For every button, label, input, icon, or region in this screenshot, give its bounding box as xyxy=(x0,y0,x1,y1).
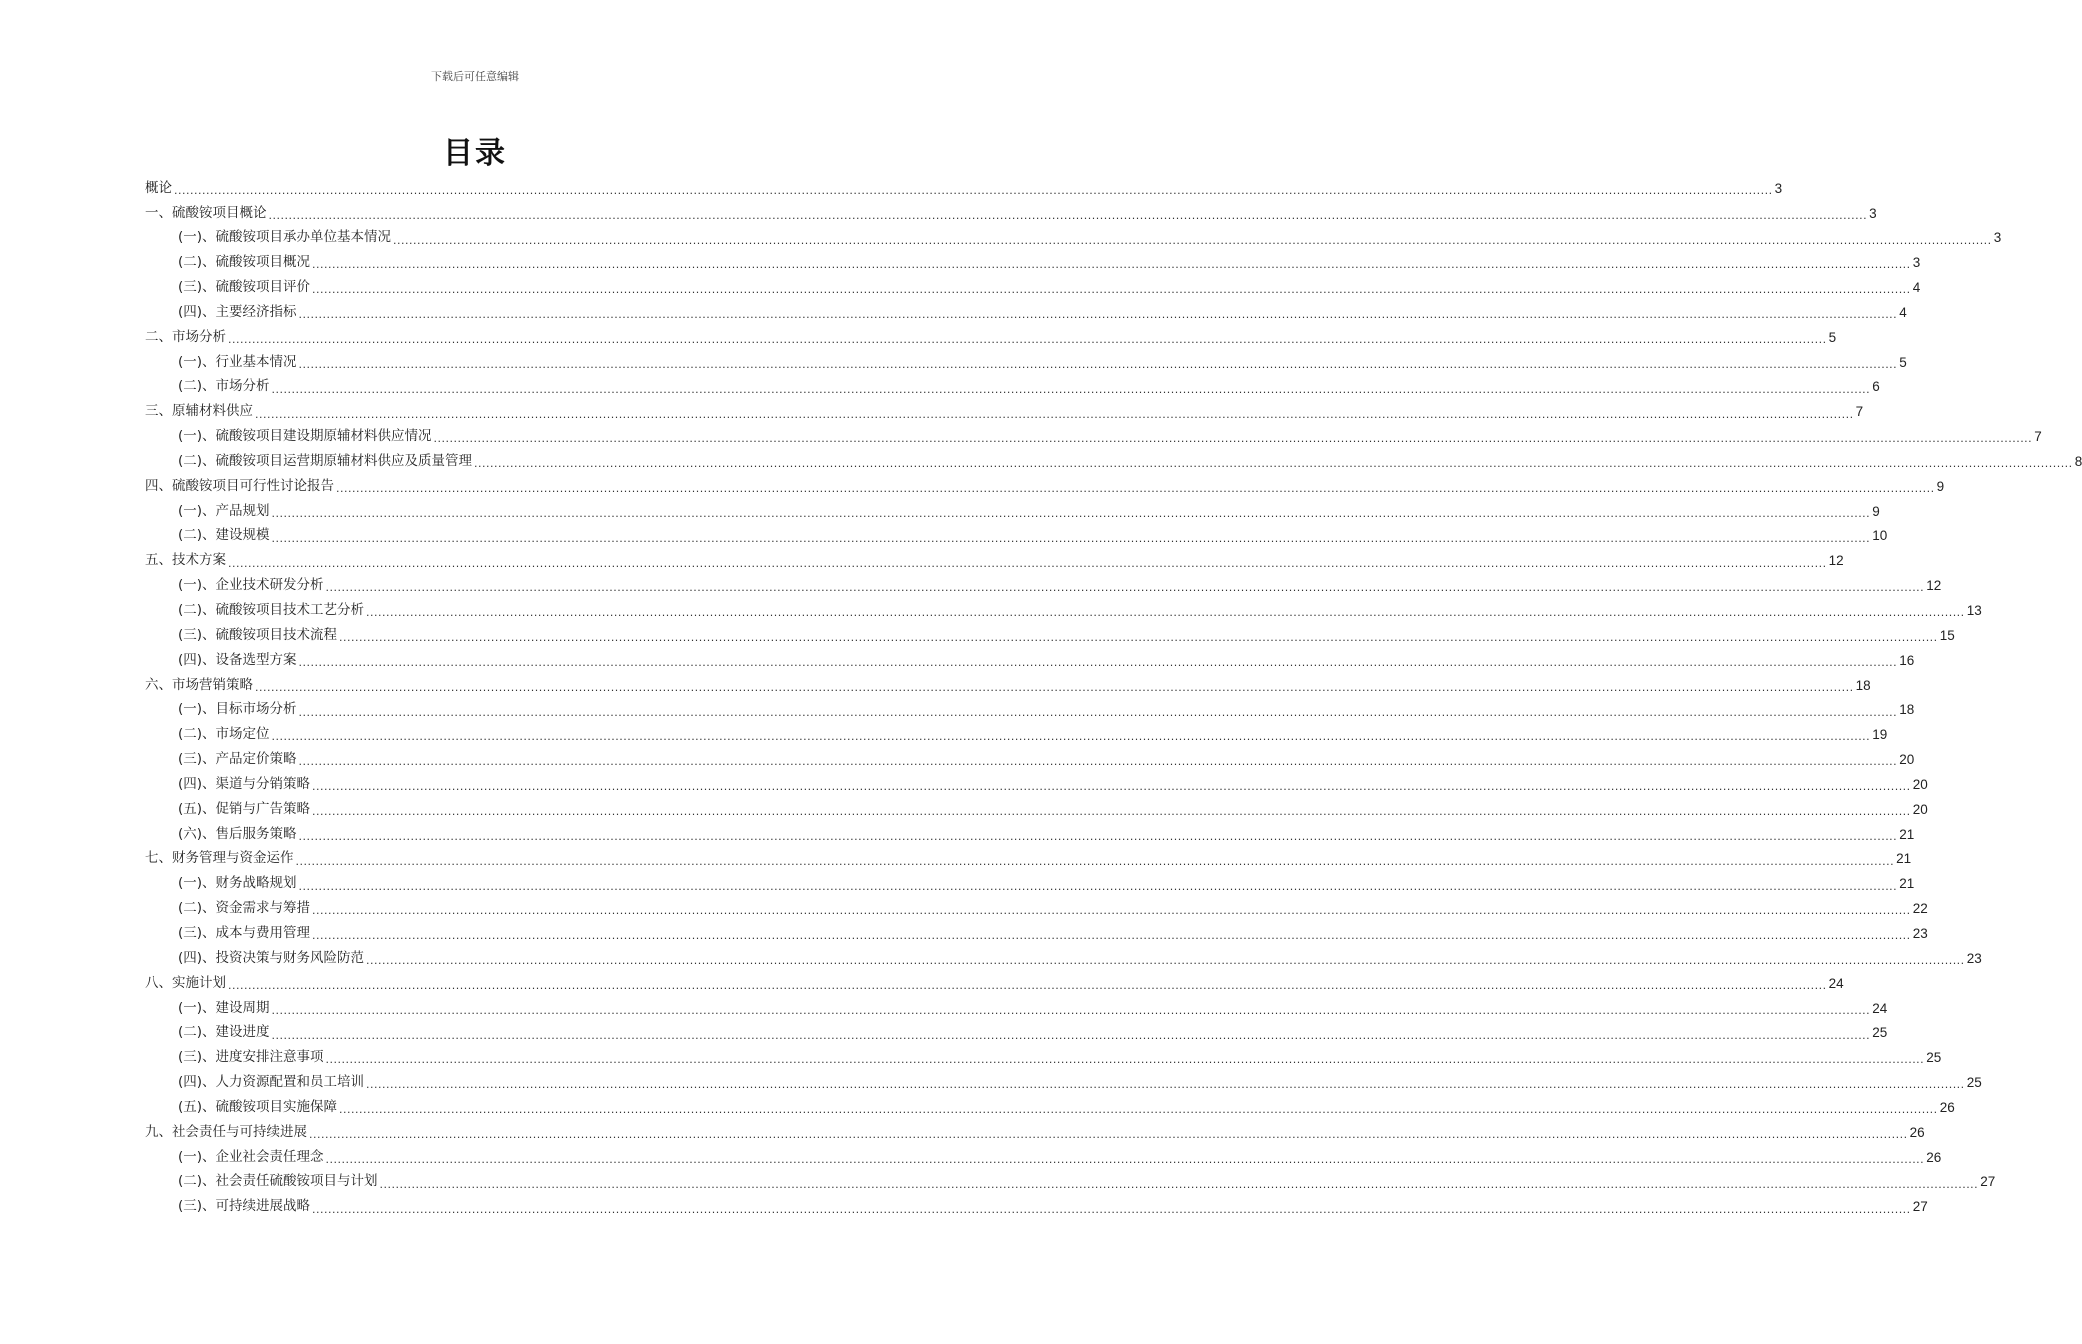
toc-entry-label: (二)、建设规模 xyxy=(178,527,270,544)
toc-entry-page: 4 xyxy=(1899,304,1907,320)
toc-entry-label: (一)、硫酸铵项目建设期原辅材料供应情况 xyxy=(178,428,432,445)
toc-entry-page: 23 xyxy=(1966,950,1982,966)
toc-entry-page: 10 xyxy=(1872,528,1888,544)
toc-entry-page: 3 xyxy=(1774,180,1783,196)
toc-entry[interactable] xyxy=(145,946,1982,971)
toc-dot-leader: ................................................................................................................................................................................................................................................................................................................................................................................................................ xyxy=(336,482,1935,496)
toc-dot-leader: ................................................................................................................................................................................................................................................................................................................................................................................................................ xyxy=(271,730,1871,744)
toc-entry[interactable] xyxy=(145,698,1915,723)
toc-entry-label: (六)、售后服务策略 xyxy=(178,825,297,842)
toc-entry-label: (四)、主要经济指标 xyxy=(178,303,297,320)
toc-dot-leader: ................................................................................................................................................................................................................................................................................................................................................................................................................ xyxy=(268,208,1868,222)
toc-entry-page: 3 xyxy=(1912,255,1921,271)
toc-entry-label: 四、硫酸铵项目可行性讨论报告 xyxy=(145,477,334,494)
toc-entry-label: (二)、市场定位 xyxy=(178,726,270,743)
toc-entry-page: 27 xyxy=(1980,1174,1996,1190)
toc-dot-leader: ................................................................................................................................................................................................................................................................................................................................................................................................................ xyxy=(174,183,1773,197)
toc-entry[interactable] xyxy=(145,598,1982,623)
toc-entry-page: 9 xyxy=(1936,478,1945,494)
toc-entry-page: 22 xyxy=(1912,901,1928,917)
toc-dot-leader: ................................................................................................................................................................................................................................................................................................................................................................................................................ xyxy=(298,879,1898,893)
toc-entry-label: 概论 xyxy=(145,179,172,196)
toc-dot-leader: ................................................................................................................................................................................................................................................................................................................................................................................................................ xyxy=(312,929,1911,943)
toc-entry-page: 26 xyxy=(1909,1124,1925,1140)
toc-entry[interactable] xyxy=(145,896,1928,921)
toc-dot-leader: ................................................................................................................................................................................................................................................................................................................................................................................................................ xyxy=(474,457,2073,471)
toc-entry[interactable] xyxy=(145,549,1844,574)
toc-dot-leader: ................................................................................................................................................................................................................................................................................................................................................................................................................ xyxy=(366,954,1965,968)
toc-entry-page: 20 xyxy=(1899,752,1915,768)
toc-entry-label: (三)、产品定价策略 xyxy=(178,751,297,768)
toc-entry[interactable] xyxy=(145,449,2082,474)
toc-dot-leader: ................................................................................................................................................................................................................................................................................................................................................................................................................ xyxy=(366,606,1965,620)
toc-entry[interactable] xyxy=(145,921,1928,946)
toc-entry-page: 21 xyxy=(1899,826,1915,842)
toc-entry-page: 19 xyxy=(1872,727,1888,743)
toc-entry[interactable] xyxy=(145,474,1945,499)
toc-entry[interactable] xyxy=(145,226,2002,251)
toc-entry-label: (一)、企业技术研发分析 xyxy=(178,577,324,594)
toc-entry[interactable] xyxy=(145,996,1888,1021)
toc-entry-label: 五、技术方案 xyxy=(145,552,226,569)
toc-dot-leader: ................................................................................................................................................................................................................................................................................................................................................................................................................ xyxy=(255,407,1854,421)
toc-dot-leader: ................................................................................................................................................................................................................................................................................................................................................................................................................ xyxy=(433,432,2033,446)
toc-entry-label: (二)、社会责任硫酸铵项目与计划 xyxy=(178,1173,378,1190)
toc-entry[interactable] xyxy=(145,499,1880,524)
toc-entry[interactable] xyxy=(145,872,1915,897)
toc-dot-leader: ................................................................................................................................................................................................................................................................................................................................................................................................................ xyxy=(339,631,1938,645)
toc-entry-label: (三)、可持续进展战略 xyxy=(178,1198,311,1215)
table-of-contents xyxy=(145,176,2082,1219)
toc-dot-leader: ................................................................................................................................................................................................................................................................................................................................................................................................................ xyxy=(298,655,1898,669)
toc-dot-leader: ................................................................................................................................................................................................................................................................................................................................................................................................................ xyxy=(228,556,1827,570)
toc-entry-page: 20 xyxy=(1912,776,1928,792)
toc-entry-label: 七、财务管理与资金运作 xyxy=(145,850,294,867)
toc-entry-label: (三)、硫酸铵项目评价 xyxy=(178,279,311,296)
toc-entry-page: 27 xyxy=(1912,1199,1928,1215)
toc-entry[interactable] xyxy=(145,673,1871,698)
toc-entry-page: 26 xyxy=(1939,1099,1955,1115)
toc-entry-page: 7 xyxy=(1855,404,1864,420)
toc-entry-page: 25 xyxy=(1872,1025,1888,1041)
toc-entry-page: 13 xyxy=(1966,603,1982,619)
toc-dot-leader: ................................................................................................................................................................................................................................................................................................................................................................................................................ xyxy=(255,680,1854,694)
toc-entry[interactable] xyxy=(145,623,1955,648)
header-note: 下载后可任意编辑 xyxy=(431,70,519,83)
toc-entry-page: 25 xyxy=(1966,1075,1982,1091)
toc-dot-leader: ................................................................................................................................................................................................................................................................................................................................................................................................................ xyxy=(366,1078,1965,1092)
toc-entry-page: 12 xyxy=(1828,553,1844,569)
toc-entry-label: 六、市场营销策略 xyxy=(145,676,253,693)
toc-entry-label: (二)、硫酸铵项目技术工艺分析 xyxy=(178,602,365,619)
toc-entry-label: (三)、进度安排注意事项 xyxy=(178,1049,324,1066)
toc-entry-label: (五)、硫酸铵项目实施保障 xyxy=(178,1098,338,1115)
toc-dot-leader: ................................................................................................................................................................................................................................................................................................................................................................................................................ xyxy=(228,332,1827,346)
toc-entry-page: 18 xyxy=(1899,702,1915,718)
toc-entry[interactable] xyxy=(145,1070,1982,1095)
toc-entry[interactable] xyxy=(145,400,1864,425)
toc-dot-leader: ................................................................................................................................................................................................................................................................................................................................................................................................................ xyxy=(312,283,1911,297)
toc-entry[interactable] xyxy=(145,1195,1928,1220)
toc-dot-leader: ................................................................................................................................................................................................................................................................................................................................................................................................................ xyxy=(312,1202,1911,1216)
toc-dot-leader: ................................................................................................................................................................................................................................................................................................................................................................................................................ xyxy=(298,357,1898,371)
toc-entry-label: (四)、人力资源配置和员工培训 xyxy=(178,1074,365,1091)
toc-entry-page: 9 xyxy=(1872,503,1880,519)
toc-entry[interactable] xyxy=(145,201,1877,226)
toc-entry-label: (一)、硫酸铵项目承办单位基本情况 xyxy=(178,229,392,246)
toc-entry[interactable] xyxy=(145,325,1837,350)
toc-entry[interactable] xyxy=(145,772,1928,797)
toc-entry-page: 24 xyxy=(1828,975,1844,991)
toc-entry-page: 21 xyxy=(1896,851,1912,867)
toc-entry-label: (三)、硫酸铵项目技术流程 xyxy=(178,626,338,643)
toc-title: 目录 xyxy=(443,136,507,171)
toc-entry-page: 6 xyxy=(1872,379,1880,395)
toc-dot-leader: ................................................................................................................................................................................................................................................................................................................................................................................................................ xyxy=(312,780,1911,794)
toc-entry-page: 26 xyxy=(1926,1149,1942,1165)
toc-entry-page: 24 xyxy=(1872,1000,1888,1016)
toc-entry-page: 20 xyxy=(1912,801,1928,817)
toc-dot-leader: ................................................................................................................................................................................................................................................................................................................................................................................................................ xyxy=(298,829,1898,843)
toc-dot-leader: ................................................................................................................................................................................................................................................................................................................................................................................................................ xyxy=(271,1003,1871,1017)
toc-dot-leader: ................................................................................................................................................................................................................................................................................................................................................................................................................ xyxy=(379,1177,1979,1191)
toc-entry-label: (一)、企业社会责任理念 xyxy=(178,1148,324,1165)
toc-entry-page: 21 xyxy=(1899,876,1915,892)
toc-entry-page: 8 xyxy=(2074,453,2082,469)
toc-dot-leader: ................................................................................................................................................................................................................................................................................................................................................................................................................ xyxy=(325,1053,1925,1067)
toc-entry-label: (三)、成本与费用管理 xyxy=(178,924,311,941)
toc-entry[interactable] xyxy=(145,822,1915,847)
toc-entry[interactable] xyxy=(145,524,1888,549)
toc-dot-leader: ................................................................................................................................................................................................................................................................................................................................................................................................................ xyxy=(228,978,1827,992)
toc-entry[interactable] xyxy=(145,847,1912,872)
toc-entry-label: (二)、硫酸铵项目概况 xyxy=(178,254,311,271)
toc-dot-leader: ................................................................................................................................................................................................................................................................................................................................................................................................................ xyxy=(309,1127,1908,1141)
toc-entry-label: (二)、资金需求与筹措 xyxy=(178,900,311,917)
toc-dot-leader: ................................................................................................................................................................................................................................................................................................................................................................................................................ xyxy=(393,233,1992,247)
toc-entry[interactable] xyxy=(145,375,1880,400)
toc-entry-label: 八、实施计划 xyxy=(145,974,226,991)
toc-dot-leader: ................................................................................................................................................................................................................................................................................................................................................................................................................ xyxy=(339,1103,1938,1117)
toc-entry-label: (一)、目标市场分析 xyxy=(178,701,297,718)
toc-dot-leader: ................................................................................................................................................................................................................................................................................................................................................................................................................ xyxy=(325,1152,1925,1166)
toc-dot-leader: ................................................................................................................................................................................................................................................................................................................................................................................................................ xyxy=(325,581,1925,595)
toc-entry-page: 23 xyxy=(1912,925,1928,941)
toc-entry[interactable] xyxy=(145,424,2042,449)
toc-entry-page: 4 xyxy=(1912,280,1921,296)
toc-entry[interactable] xyxy=(145,723,1888,748)
toc-dot-leader: ................................................................................................................................................................................................................................................................................................................................................................................................................ xyxy=(271,1028,1871,1042)
toc-entry[interactable] xyxy=(145,1120,1925,1145)
toc-entry-label: (四)、渠道与分销策略 xyxy=(178,775,311,792)
toc-entry-page: 18 xyxy=(1855,677,1871,693)
toc-dot-leader: ................................................................................................................................................................................................................................................................................................................................................................................................................ xyxy=(271,382,1871,396)
toc-entry-page: 5 xyxy=(1828,329,1837,345)
toc-entry-label: (五)、促销与广告策略 xyxy=(178,800,311,817)
toc-dot-leader: ................................................................................................................................................................................................................................................................................................................................................................................................................ xyxy=(271,506,1871,520)
toc-entry-label: 三、原辅材料供应 xyxy=(145,403,253,420)
toc-entry-page: 5 xyxy=(1899,354,1907,370)
toc-entry-label: (一)、行业基本情况 xyxy=(178,353,297,370)
toc-entry-page: 3 xyxy=(1993,230,2002,246)
toc-entry[interactable] xyxy=(145,275,1921,300)
toc-entry[interactable] xyxy=(145,1170,1996,1195)
toc-entry-page: 16 xyxy=(1899,652,1915,668)
toc-entry-label: (二)、硫酸铵项目运营期原辅材料供应及质量管理 xyxy=(178,452,473,469)
toc-entry-page: 7 xyxy=(2034,429,2042,445)
toc-entry-label: 一、硫酸铵项目概论 xyxy=(145,204,267,221)
toc-entry[interactable] xyxy=(145,300,1907,325)
toc-entry[interactable] xyxy=(145,1046,1942,1071)
toc-entry-label: (一)、建设周期 xyxy=(178,999,270,1016)
toc-entry-page: 12 xyxy=(1926,578,1942,594)
toc-entry[interactable] xyxy=(145,1145,1942,1170)
toc-entry-label: (一)、财务战略规划 xyxy=(178,875,297,892)
toc-entry-page: 3 xyxy=(1869,205,1877,221)
toc-dot-leader: ................................................................................................................................................................................................................................................................................................................................................................................................................ xyxy=(298,705,1898,719)
toc-entry-label: (二)、市场分析 xyxy=(178,378,270,395)
toc-dot-leader: ................................................................................................................................................................................................................................................................................................................................................................................................................ xyxy=(312,805,1911,819)
toc-dot-leader: ................................................................................................................................................................................................................................................................................................................................................................................................................ xyxy=(312,904,1911,918)
toc-entry[interactable] xyxy=(145,574,1942,599)
toc-dot-leader: ................................................................................................................................................................................................................................................................................................................................................................................................................ xyxy=(298,755,1898,769)
toc-entry-label: (一)、产品规划 xyxy=(178,502,270,519)
toc-entry-label: (二)、建设进度 xyxy=(178,1024,270,1041)
toc-entry[interactable] xyxy=(145,747,1915,772)
toc-entry[interactable] xyxy=(145,251,1921,276)
toc-entry[interactable] xyxy=(145,176,1783,201)
toc-entry-page: 15 xyxy=(1939,627,1955,643)
toc-dot-leader: ................................................................................................................................................................................................................................................................................................................................................................................................................ xyxy=(271,531,1871,545)
toc-dot-leader: ................................................................................................................................................................................................................................................................................................................................................................................................................ xyxy=(295,854,1895,868)
toc-entry-label: (四)、投资决策与财务风险防范 xyxy=(178,949,365,966)
toc-dot-leader: ................................................................................................................................................................................................................................................................................................................................................................................................................ xyxy=(312,258,1911,272)
toc-entry-label: 九、社会责任与可持续进展 xyxy=(145,1123,307,1140)
toc-entry[interactable] xyxy=(145,971,1844,996)
toc-entry-label: 二、市场分析 xyxy=(145,328,226,345)
toc-entry[interactable] xyxy=(145,797,1928,822)
toc-entry-page: 25 xyxy=(1926,1050,1942,1066)
toc-entry[interactable] xyxy=(145,350,1907,375)
toc-entry[interactable] xyxy=(145,1021,1888,1046)
toc-dot-leader: ................................................................................................................................................................................................................................................................................................................................................................................................................ xyxy=(298,308,1898,322)
toc-entry[interactable] xyxy=(145,648,1915,673)
toc-entry-label: (四)、设备选型方案 xyxy=(178,651,297,668)
toc-entry[interactable] xyxy=(145,1095,1955,1120)
